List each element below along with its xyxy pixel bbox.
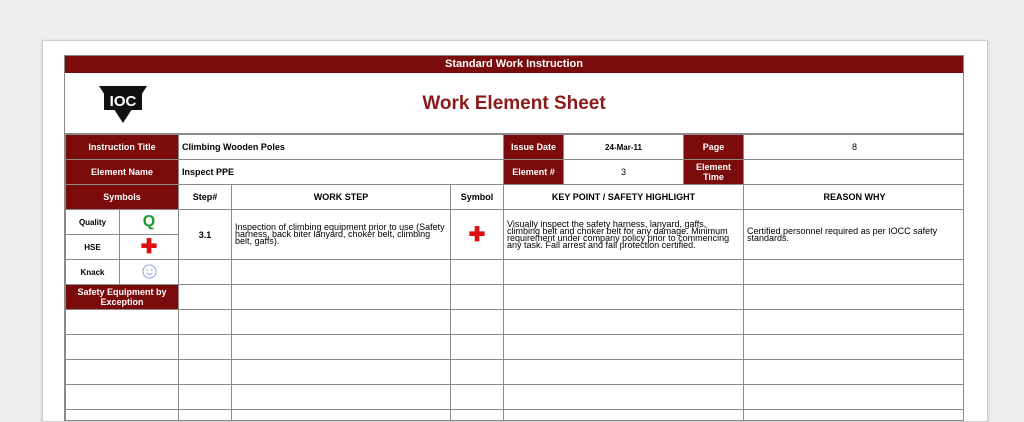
instruction-title-label: Instruction Title <box>66 135 179 160</box>
instruction-title-value: Climbing Wooden Poles <box>179 135 504 160</box>
info-row-2 <box>66 160 965 185</box>
reason-why-header: REASON WHY <box>744 185 964 210</box>
table-row <box>66 335 965 360</box>
title-row <box>65 73 963 134</box>
page-label: Page <box>684 135 744 160</box>
element-no-label: Element # <box>504 160 564 185</box>
work-step-text: Inspection of climbing equipment prior to use (Safety harness, back biter lanyard, choker belt, climbing belt, gaffs). <box>232 210 451 260</box>
element-time-label: Element Time <box>684 160 744 185</box>
red-cross-icon: ✚ <box>468 223 486 246</box>
legend-quality-label: Quality <box>66 210 120 235</box>
info-row-1 <box>66 135 965 160</box>
logo-text: IOC <box>109 93 137 110</box>
document-title: Work Element Sheet <box>422 93 606 114</box>
symbols-header: Symbols <box>66 185 179 210</box>
step-header: Step# <box>179 185 232 210</box>
symbol-header: Symbol <box>451 185 504 210</box>
key-point-text: Visually inspect the safety harness, lanyard, gaffs, climbing belt and choker belt for any damage. Minimum requirement under company policy prior to commencing any task. Fall arrest and fall protection certified. <box>504 210 744 260</box>
issue-date-value: 24-Mar-11 <box>564 135 684 160</box>
element-no-value: 3 <box>564 160 684 185</box>
key-point-header: KEY POINT / SAFETY HIGHLIGHT <box>504 185 744 210</box>
safety-equipment-label: Safety Equipment by Exception <box>66 285 179 310</box>
element-time-value <box>744 160 964 185</box>
table-row <box>66 310 965 335</box>
column-header-row <box>66 185 965 210</box>
legend-knack-label: Knack <box>66 260 120 285</box>
work-element-sheet <box>64 55 964 421</box>
element-name-label: Element Name <box>66 160 179 185</box>
table-row <box>66 385 965 410</box>
page-value: 8 <box>744 135 964 160</box>
table-row <box>66 210 965 235</box>
reason-why-text: Certified personnel required as per IOCC safety standards. <box>744 210 964 260</box>
legend-hse-label: HSE <box>66 235 120 260</box>
table-row <box>66 360 965 385</box>
sheet-table <box>65 134 964 421</box>
red-cross-icon: ✚ <box>140 236 158 258</box>
table-row <box>66 285 965 310</box>
element-name-value: Inspect PPE <box>179 160 504 185</box>
work-step-header: WORK STEP <box>232 185 451 210</box>
document-page <box>42 40 988 422</box>
banner: Standard Work Instruction <box>65 56 963 73</box>
issue-date-label: Issue Date <box>504 135 564 160</box>
step-number: 3.1 <box>179 210 232 260</box>
smiley-icon <box>142 264 157 279</box>
table-row <box>66 260 965 285</box>
table-row <box>66 410 965 422</box>
quality-q-icon: Q <box>142 213 156 230</box>
